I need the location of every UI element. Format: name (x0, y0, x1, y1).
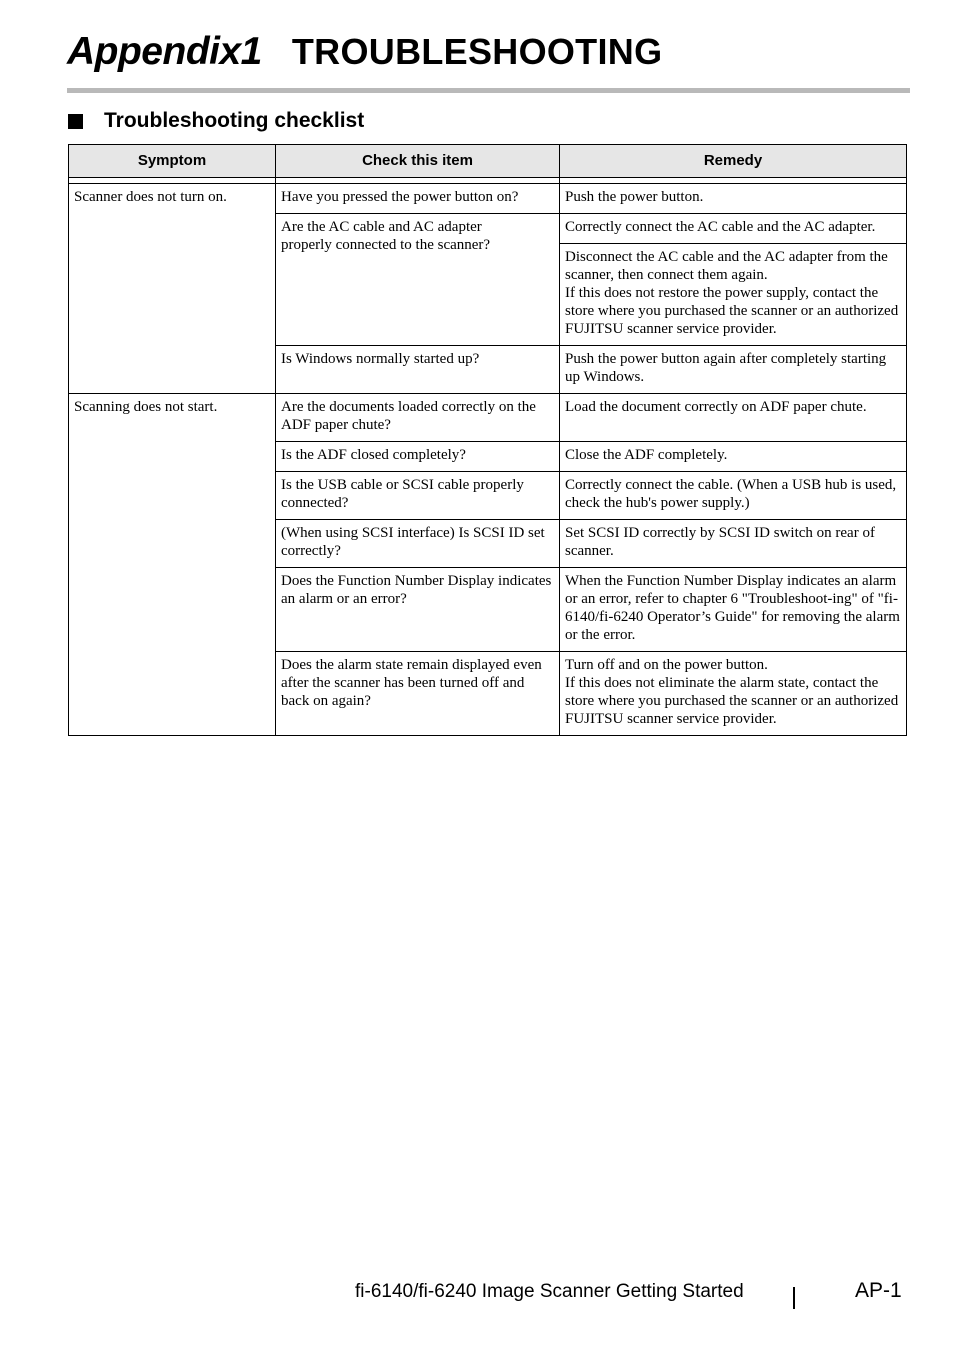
remedy-cell: Push the power button. (560, 184, 907, 214)
remedy-cell: Set SCSI ID correctly by SCSI ID switch on rear of scanner. (560, 520, 907, 568)
troubleshooting-table (68, 144, 907, 736)
remedy-cell: Correctly connect the AC cable and the AC adapter. (560, 214, 907, 244)
page-header (67, 30, 867, 86)
square-bullet-icon (68, 114, 83, 129)
symptom-cell: Scanner does not turn on. (69, 184, 276, 394)
footer-document-title: fi-6140/fi-6240 Image Scanner Getting Started (355, 1281, 744, 1302)
remedy-cell: Disconnect the AC cable and the AC adapter from the scanner, then connect them again. If this does not restore the power supply, contact the store where you purchased the scanner or an authorized FUJITSU scanner service provider. (560, 244, 907, 346)
column-header-check: Check this item (276, 145, 560, 178)
section-heading (68, 107, 364, 135)
column-header-symptom: Symptom (69, 145, 276, 178)
column-header-remedy: Remedy (560, 145, 907, 178)
check-cell: Does the Function Number Display indicates an alarm or an error? (276, 568, 560, 652)
check-cell: Are the AC cable and AC adapter properly connected to the scanner? (276, 214, 560, 346)
check-cell: Is the ADF closed completely? (276, 442, 560, 472)
remedy-cell: Turn off and on the power button. If this does not eliminate the alarm state, contact the store where you purchased the scanner or an authorized FUJITSU scanner service provider. (560, 652, 907, 736)
remedy-cell: Push the power button again after completely starting up Windows. (560, 346, 907, 394)
remedy-cell: Load the document correctly on ADF paper chute. (560, 394, 907, 442)
check-cell: Is Windows normally started up? (276, 346, 560, 394)
table-header-row (69, 145, 907, 178)
table-row (69, 394, 907, 442)
check-cell: Is the USB cable or SCSI cable properly connected? (276, 472, 560, 520)
symptom-cell: Scanning does not start. (69, 394, 276, 736)
remedy-cell: Close the ADF completely. (560, 442, 907, 472)
table-row (69, 184, 907, 214)
footer-divider (793, 1287, 795, 1309)
check-cell: (When using SCSI interface) Is SCSI ID set correctly? (276, 520, 560, 568)
remedy-cell: When the Function Number Display indicates an alarm or an error, refer to chapter 6 "Troubleshoot-ing" of "fi-6140/fi-6240 Operator’s Guide" for removing the alarm or the error. (560, 568, 907, 652)
section-title: Troubleshooting checklist (104, 109, 365, 132)
page-title: TROUBLESHOOTING (291, 31, 663, 72)
page-number: AP-1 (855, 1279, 902, 1302)
header-rule (67, 88, 910, 93)
check-cell: Have you pressed the power button on? (276, 184, 560, 214)
check-cell: Does the alarm state remain displayed even after the scanner has been turned off and back on again? (276, 652, 560, 736)
check-cell: Are the documents loaded correctly on the ADF paper chute? (276, 394, 560, 442)
remedy-cell: Correctly connect the cable. (When a USB hub is used, check the hub's power supply.) (560, 472, 907, 520)
appendix-label: Appendix1 (67, 30, 262, 73)
